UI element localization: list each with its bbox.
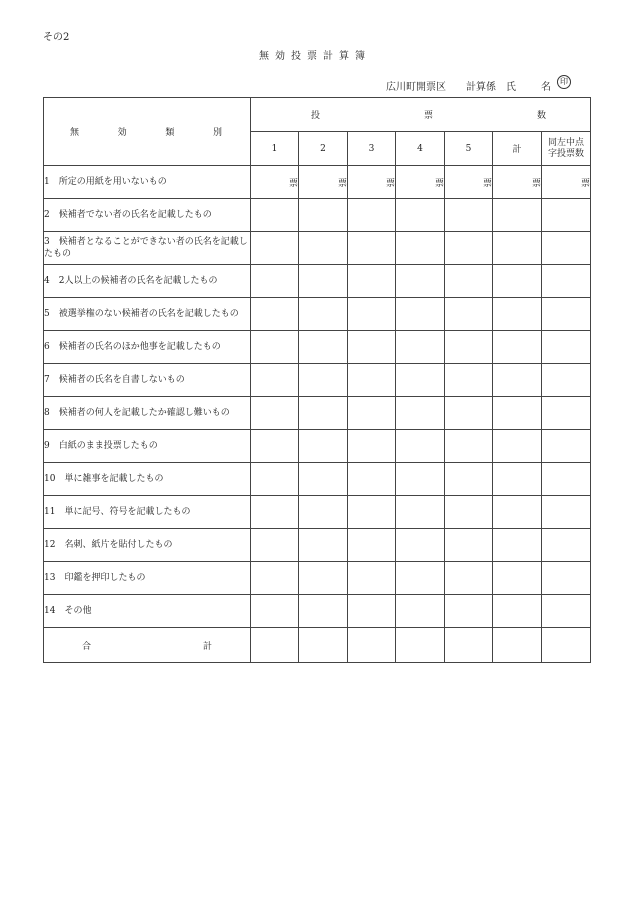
invalid-type-label: 9 白紙のまま投票したもの — [44, 430, 251, 463]
table-row — [44, 463, 591, 496]
table-cell[interactable] — [493, 298, 542, 331]
invalid-type-label: 6 候補者の氏名のほか他事を記載したもの — [44, 331, 251, 364]
vote-unit-cell[interactable]: 票 — [251, 166, 299, 199]
vote-unit-cell[interactable]: 票 — [493, 166, 542, 199]
table-cell[interactable] — [251, 199, 299, 232]
column-header: 5 — [445, 132, 493, 166]
invalid-type-label: 3 候補者となることができない者の氏名を記載したもの — [44, 232, 251, 265]
table-cell[interactable] — [493, 595, 542, 628]
table-cell[interactable] — [445, 496, 493, 529]
table-cell[interactable] — [299, 331, 348, 364]
table-cell[interactable] — [493, 331, 542, 364]
table-cell[interactable] — [299, 265, 348, 298]
table-cell[interactable] — [396, 397, 445, 430]
column-header: 1 — [251, 132, 299, 166]
table-cell[interactable] — [542, 529, 591, 562]
table-cell[interactable] — [251, 496, 299, 529]
table-cell[interactable] — [396, 298, 445, 331]
table-cell[interactable] — [299, 496, 348, 529]
table-row — [44, 298, 591, 331]
table-cell[interactable] — [445, 265, 493, 298]
table-cell[interactable] — [542, 265, 591, 298]
table-cell[interactable] — [542, 199, 591, 232]
document-label: その2 — [43, 32, 70, 43]
table-cell[interactable] — [396, 463, 445, 496]
table-cell[interactable] — [396, 496, 445, 529]
table-cell[interactable] — [445, 463, 493, 496]
table-cell[interactable] — [348, 232, 396, 265]
table-cell[interactable] — [445, 232, 493, 265]
vote-count-header: 投 票 数 — [251, 98, 591, 132]
table-cell[interactable] — [299, 430, 348, 463]
invalid-type-label: 7 候補者の氏名を自書しないもの — [44, 364, 251, 397]
table-cell[interactable] — [493, 562, 542, 595]
table-cell[interactable] — [493, 397, 542, 430]
document-title: 無効投票計算簿 — [259, 51, 371, 62]
column-header: 3 — [348, 132, 396, 166]
invalid-type-label: 2 候補者でない者の氏名を記載したもの — [44, 199, 251, 232]
table-cell[interactable] — [542, 364, 591, 397]
table-cell[interactable] — [396, 562, 445, 595]
seal-mark: 印 — [557, 75, 571, 89]
table-cell[interactable] — [299, 628, 348, 663]
table-row — [44, 166, 591, 199]
column-header: 4 — [396, 132, 445, 166]
table-cell[interactable] — [542, 331, 591, 364]
invalid-type-label: 5 被選挙権のない候補者の氏名を記載したもの — [44, 298, 251, 331]
table-cell[interactable] — [348, 298, 396, 331]
table-row-total — [44, 628, 591, 663]
invalid-type-label: 4 2人以上の候補者の氏名を記載したもの — [44, 265, 251, 298]
table-cell[interactable] — [493, 496, 542, 529]
table-cell[interactable] — [445, 397, 493, 430]
table-cell[interactable] — [348, 430, 396, 463]
table-cell[interactable] — [251, 628, 299, 663]
table-cell[interactable] — [348, 331, 396, 364]
table-cell[interactable] — [542, 397, 591, 430]
table-cell[interactable] — [299, 298, 348, 331]
table-cell[interactable] — [445, 364, 493, 397]
table-cell[interactable] — [251, 397, 299, 430]
vote-unit-cell[interactable]: 票 — [542, 166, 591, 199]
table-cell[interactable] — [445, 331, 493, 364]
table-cell[interactable] — [251, 331, 299, 364]
name-label: 名 — [541, 82, 551, 93]
table-cell[interactable] — [396, 364, 445, 397]
table-cell[interactable] — [299, 397, 348, 430]
table-cell[interactable] — [445, 199, 493, 232]
invalid-type-label: 1 所定の用紙を用いないもの — [44, 166, 251, 199]
table-cell[interactable] — [348, 529, 396, 562]
table-cell[interactable] — [542, 232, 591, 265]
table-cell[interactable] — [493, 628, 542, 663]
table-cell[interactable] — [348, 496, 396, 529]
table-cell[interactable] — [299, 463, 348, 496]
table-cell[interactable] — [396, 265, 445, 298]
table-cell[interactable] — [396, 529, 445, 562]
table-cell[interactable] — [251, 562, 299, 595]
table-cell[interactable] — [493, 232, 542, 265]
table-row — [44, 397, 591, 430]
table-cell[interactable] — [348, 628, 396, 663]
table-cell[interactable] — [493, 529, 542, 562]
column-header-total: 計 — [493, 132, 542, 166]
table-cell[interactable] — [251, 463, 299, 496]
column-header: 2 — [299, 132, 348, 166]
table-cell[interactable] — [542, 562, 591, 595]
column-header-middot-votes: 同左中点 字投票数 — [542, 132, 591, 166]
table-cell[interactable] — [251, 232, 299, 265]
table-body — [44, 166, 591, 628]
table-cell[interactable] — [542, 628, 591, 663]
table-cell[interactable] — [493, 265, 542, 298]
table-cell[interactable] — [542, 595, 591, 628]
table-row — [44, 562, 591, 595]
table-cell[interactable] — [493, 364, 542, 397]
table-cell[interactable] — [542, 430, 591, 463]
table-cell[interactable] — [348, 595, 396, 628]
table-cell[interactable] — [251, 298, 299, 331]
table-cell[interactable] — [396, 331, 445, 364]
table-cell[interactable] — [542, 298, 591, 331]
table-cell[interactable] — [493, 463, 542, 496]
table-row — [44, 529, 591, 562]
invalid-type-label: 8 候補者の何人を記載したか確認し難いもの — [44, 397, 251, 430]
table-cell[interactable] — [396, 595, 445, 628]
invalid-type-label: 14 その他 — [44, 595, 251, 628]
table-cell[interactable] — [251, 595, 299, 628]
table-cell[interactable] — [299, 529, 348, 562]
invalid-type-label: 12 名刺、紙片を貼付したもの — [44, 529, 251, 562]
table-cell[interactable] — [445, 529, 493, 562]
table-row — [44, 364, 591, 397]
vote-unit-cell[interactable]: 票 — [299, 166, 348, 199]
table-cell[interactable] — [348, 199, 396, 232]
table-row — [44, 331, 591, 364]
vote-unit-cell[interactable]: 票 — [348, 166, 396, 199]
table-cell[interactable] — [299, 199, 348, 232]
invalid-votes-table — [43, 97, 591, 663]
table-cell[interactable] — [445, 595, 493, 628]
table-cell[interactable] — [445, 430, 493, 463]
invalid-type-label: 13 印鑑を押印したもの — [44, 562, 251, 595]
table-cell[interactable] — [396, 430, 445, 463]
table-cell[interactable] — [445, 298, 493, 331]
calculator-role: 計算係 氏 — [466, 82, 516, 93]
invalid-type-header: 無 効 類 別 — [44, 98, 251, 166]
table-cell[interactable] — [348, 562, 396, 595]
vote-unit-cell[interactable]: 票 — [396, 166, 445, 199]
table-row — [44, 595, 591, 628]
table-cell[interactable] — [348, 397, 396, 430]
table-cell[interactable] — [396, 232, 445, 265]
table-cell[interactable] — [348, 265, 396, 298]
table-cell[interactable] — [542, 496, 591, 529]
table-cell[interactable] — [493, 430, 542, 463]
table-row — [44, 232, 591, 265]
table-cell[interactable] — [348, 463, 396, 496]
table-row — [44, 496, 591, 529]
table-cell[interactable] — [299, 595, 348, 628]
table-cell[interactable] — [251, 430, 299, 463]
counting-district: 広川町開票区 — [386, 82, 446, 93]
table-cell[interactable] — [396, 628, 445, 663]
invalid-type-label: 10 単に雑事を記載したもの — [44, 463, 251, 496]
table-cell[interactable] — [299, 232, 348, 265]
grand-total-label: 合 計 — [44, 628, 251, 663]
table-cell[interactable] — [493, 199, 542, 232]
table-cell[interactable] — [445, 562, 493, 595]
table-row — [44, 199, 591, 232]
table-cell[interactable] — [251, 364, 299, 397]
table-cell[interactable] — [299, 364, 348, 397]
invalid-type-label: 11 単に記号、符号を記載したもの — [44, 496, 251, 529]
table-cell[interactable] — [251, 265, 299, 298]
table-cell[interactable] — [251, 529, 299, 562]
table-cell[interactable] — [396, 199, 445, 232]
vote-unit-cell[interactable]: 票 — [445, 166, 493, 199]
table-row — [44, 265, 591, 298]
table-cell[interactable] — [445, 628, 493, 663]
table-cell[interactable] — [299, 562, 348, 595]
table-cell[interactable] — [542, 463, 591, 496]
table-cell[interactable] — [348, 364, 396, 397]
table-row — [44, 430, 591, 463]
